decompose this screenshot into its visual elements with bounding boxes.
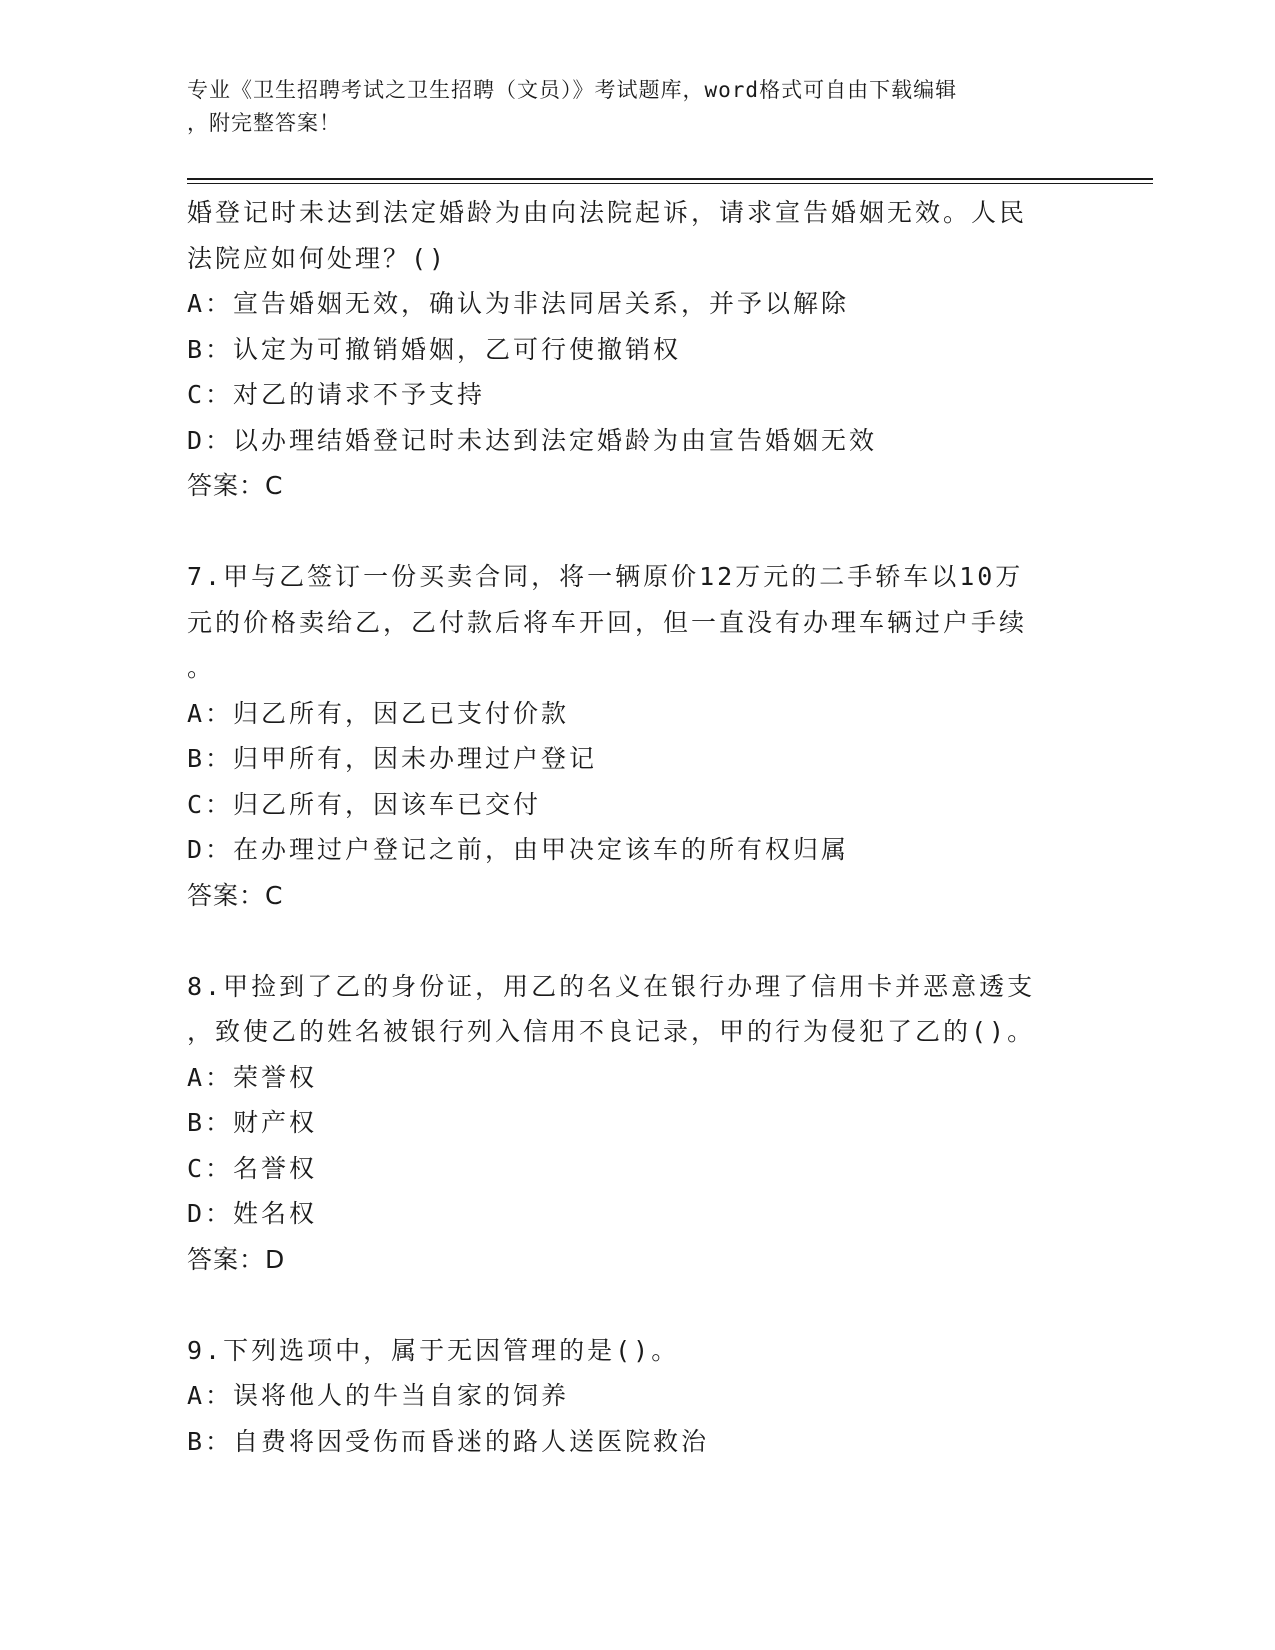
answer-line: 答案：D [187,1244,286,1274]
question-6 [187,190,1087,509]
question-9 [187,1328,1087,1465]
header-divider-thick [187,178,1153,180]
spacer [187,1282,1087,1328]
option-b: B：财产权 [187,1108,318,1137]
header-divider-thin [187,183,1153,184]
option-d: D：以办理结婚登记时未达到法定婚龄为由宣告婚姻无效 [187,425,878,455]
question-stem: 元的价格卖给乙，乙付款后将车开回，但一直没有办理车辆过户手续 [187,607,1028,637]
option-a: A：宣告婚姻无效，确认为非法同居关系，并予以解除 [187,289,850,318]
spacer [187,918,1087,964]
question-stem: 婚登记时未达到法定婚龄为由向法院起诉，请求宣告婚姻无效。人民 [187,198,1028,227]
option-b: B：归甲所有，因未办理过户登记 [187,744,598,773]
question-stem: 。 [187,653,216,682]
question-content [187,190,1087,1464]
option-a: A：荣誉权 [187,1062,318,1092]
option-b: B：自费将因受伤而昏迷的路人送医院救治 [187,1426,710,1456]
option-c: C：归乙所有，因该车已交付 [187,789,542,819]
option-d: D：姓名权 [187,1199,318,1228]
option-a: A：归乙所有，因乙已支付价款 [187,698,570,728]
answer-line: 答案：C [187,880,284,910]
question-8 [187,964,1087,1283]
question-stem: 法院应如何处理？() [187,243,448,273]
header-line-2: ，附完整答案！ [187,111,341,135]
option-c: C：对乙的请求不予支持 [187,380,486,409]
option-c: C：名誉权 [187,1153,318,1183]
question-stem: 9.下列选项中，属于无因管理的是()。 [187,1335,680,1365]
question-stem: ，致使乙的姓名被银行列入信用不良记录，甲的行为侵犯了乙的()。 [187,1017,1036,1046]
page-header [187,74,1067,140]
question-stem: 7.甲与乙签订一份买卖合同，将一辆原价12万元的二手轿车以10万 [187,562,1024,591]
question-7 [187,554,1087,918]
question-stem: 8.甲捡到了乙的身份证，用乙的名义在银行办理了信用卡并恶意透支 [187,971,1036,1001]
option-a: A：误将他人的牛当自家的饲养 [187,1381,570,1410]
option-b: B：认定为可撤销婚姻，乙可行使撤销权 [187,334,682,364]
header-line-1: 专业《卫生招聘考试之卫生招聘（文员）》考试题库，word格式可自由下载编辑 [187,78,958,102]
option-d: D：在办理过户登记之前，由甲决定该车的所有权归属 [187,835,850,864]
answer-line: 答案：C [187,471,284,500]
spacer [187,509,1087,555]
